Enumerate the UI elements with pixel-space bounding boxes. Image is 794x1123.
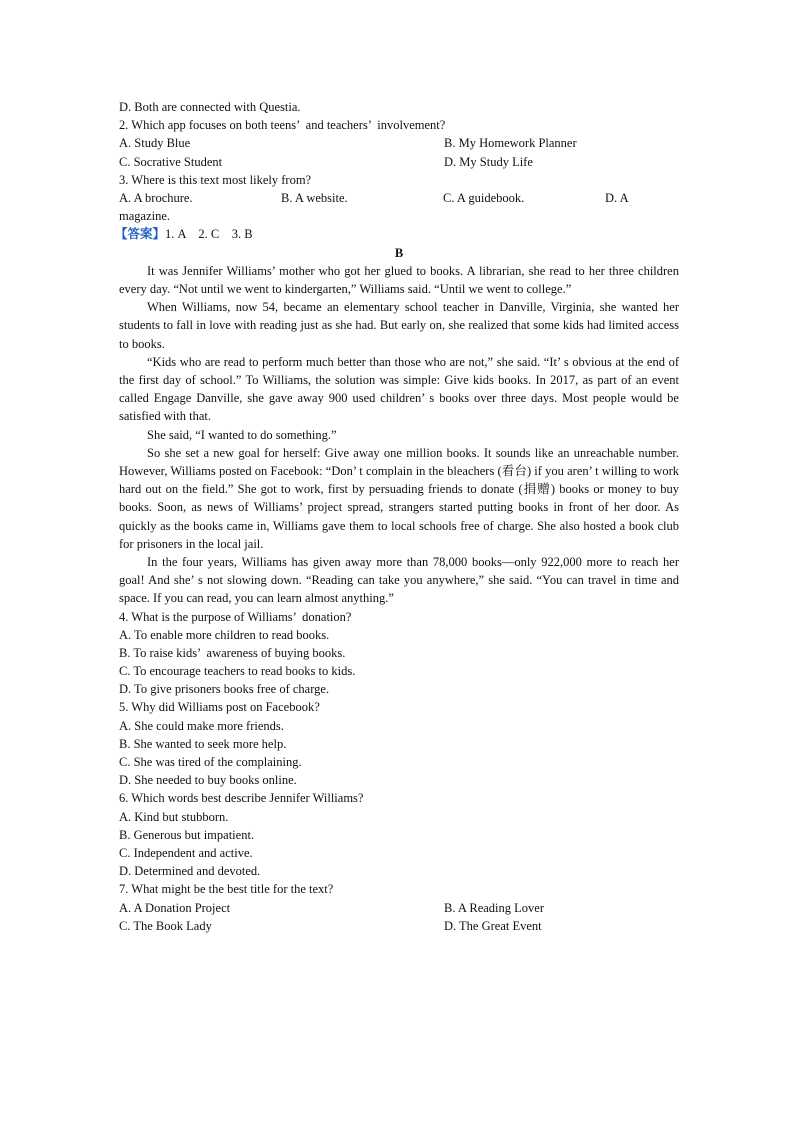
answer-tag: 【答案】	[115, 227, 166, 242]
q4-option-a: A. To enable more children to read books.	[119, 627, 330, 642]
passage-paragraph: She said, “I wanted to do something.”	[147, 427, 337, 442]
q3-option-c: C. A guidebook.	[443, 190, 525, 205]
q1-option-d: D. Both are connected with Questia.	[119, 100, 301, 114]
passage-paragraph: So she set a new goal for herself: Give away one million books. It sounds like an unreachable number. However, Williams posted on Facebook: “Don’ t complain in the bleachers (看台) if you aren’ t willing to work hard out on the field.” She got to work, first by persuading friends to donate (捐赠) books or money to buy books. Soon, as news of Williams’ project spread, strangers started putting books in front of her door. As quickly as the books came in, Williams gave them to local schools free of charge. She also hosted a book club for prisoners in the local jail.	[119, 445, 679, 551]
q3-stem: 3. Where is this text most likely from?	[119, 172, 312, 187]
q2-stem: 2. Which app focuses on both teens’ and teachers’ involvement?	[119, 118, 446, 133]
q7-options-row-2	[119, 917, 679, 935]
passage-paragraph: In the four years, Williams has given away more than 78,000 books—only 922,000 more to reach her goal! And she’ s not slowing down. “Reading can take you anywhere,” she said. “You can travel in time and space. If you can read, you can learn almost anything.”	[119, 554, 679, 606]
q5-option-a: A. She could make more friends.	[119, 718, 284, 733]
q2-options-row-1	[119, 134, 679, 152]
answer-key	[115, 225, 679, 243]
q6-option-a: A. Kind but stubborn.	[119, 809, 229, 824]
passage-paragraph: It was Jennifer Williams’ mother who got her glued to books. A librarian, she read to her three children every day. “Not until we went to kindergarten,” Williams said. “Until we went to college.”	[119, 263, 679, 296]
q6-stem: 6. Which words best describe Jennifer Williams?	[119, 791, 364, 806]
q2-option-c: C. Socrative Student	[119, 154, 223, 169]
q2-option-d: D. My Study Life	[444, 154, 533, 169]
q5-option-d: D. She needed to buy books online.	[119, 773, 297, 788]
q7-option-a: A. A Donation Project	[119, 900, 231, 915]
section-heading: B	[394, 245, 404, 260]
q3-options-row	[119, 189, 679, 207]
q6-option-b: B. Generous but impatient.	[119, 827, 255, 842]
q5-stem: 5. Why did Williams post on Facebook?	[119, 700, 320, 715]
q7-option-b: B. A Reading Lover	[444, 900, 544, 915]
q2-options-row-2	[119, 153, 679, 171]
q2-option-b: B. My Homework Planner	[444, 136, 577, 151]
q5-option-b: B. She wanted to seek more help.	[119, 736, 287, 751]
q4-option-c: C. To encourage teachers to read books to kids.	[119, 664, 356, 679]
q2-option-a: A. Study Blue	[119, 136, 191, 151]
answer-text: 1. A 2. C 3. B	[165, 227, 253, 242]
q7-option-d: D. The Great Event	[444, 918, 542, 933]
q7-stem: 7. What might be the best title for the text?	[119, 882, 334, 897]
q3-option-d-wrap: magazine.	[119, 209, 171, 224]
document-page	[115, 98, 679, 935]
passage-paragraph: When Williams, now 54, became an elementary school teacher in Danville, Virginia, she wanted her students to fall in love with reading just as she had. But early on, she realized that some kids had limited access to books.	[119, 300, 679, 351]
q3-option-a: A. A brochure.	[119, 190, 193, 205]
q4-option-b: B. To raise kids’ awareness of buying books.	[119, 645, 346, 660]
q6-option-c: C. Independent and active.	[119, 845, 253, 860]
q6-option-d: D. Determined and devoted.	[119, 864, 261, 879]
passage-paragraph: “Kids who are read to perform much better than those who are not,” she said. “It’ s obvious at the end of the first day of school.” To Williams, the solution was simple: Give kids books. In 2017, as part of an event called Engage Danville, she gave away 900 used children’ s books over three days. Most people would be satisfied with that.	[119, 354, 679, 424]
q7-option-c: C. The Book Lady	[119, 918, 212, 933]
q3-option-b: B. A website.	[281, 190, 348, 205]
q7-options-row-1	[119, 899, 679, 917]
q4-option-d: D. To give prisoners books free of charge.	[119, 682, 330, 697]
q3-option-d: D. A	[605, 190, 629, 205]
q5-option-c: C. She was tired of the complaining.	[119, 755, 302, 770]
q4-stem: 4. What is the purpose of Williams’ donation?	[119, 609, 352, 624]
